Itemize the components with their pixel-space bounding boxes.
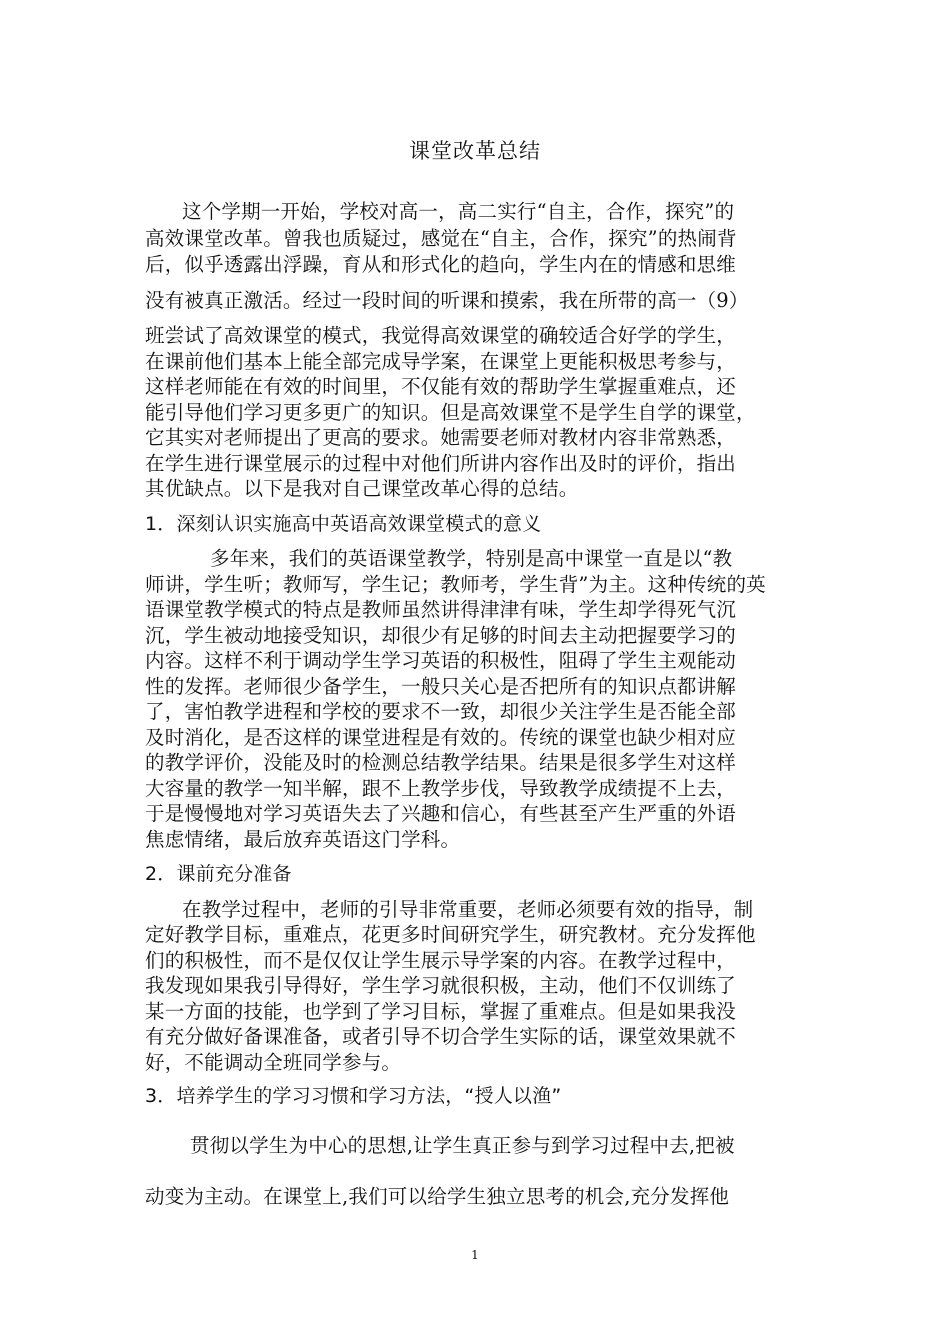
paragraph-line: 于是慢慢地对学习英语失去了兴趣和信心，有些甚至产生严重的外语 xyxy=(145,802,737,825)
paragraph-line: 好，不能调动全班同学参与。 xyxy=(145,1051,402,1074)
section-heading-3: 3．培养学生的学习习惯和学习方法，“授人以渔” xyxy=(145,1085,562,1107)
paragraph-line: 我发现如果我引导得好，学生学习就很积极，主动，他们不仅训练了 xyxy=(145,974,737,997)
paragraph-line: 能引导他们学习更多更广的知识。但是高效课堂不是学生自学的课堂， xyxy=(145,401,756,424)
page-number: 1 xyxy=(471,1248,479,1262)
paragraph-line: 其优缺点。以下是我对自己课堂改革心得的总结。 xyxy=(145,477,579,500)
paragraph-line: 的教学评价，没能及时的检测总结教学结果。结果是很多学生对这样 xyxy=(145,751,737,774)
document-title: 课堂改革总结 xyxy=(409,139,541,163)
paragraph-line: 有充分做好备课准备，或者引导不切合学生实际的话，课堂效果就不 xyxy=(145,1025,737,1048)
paragraph-line: 班尝试了高效课堂的模式，我觉得高效课堂的确较适合好学的学生， xyxy=(145,324,737,347)
paragraph-line: 某一方面的技能，也学到了学习目标，掌握了重难点。但是如果我没 xyxy=(145,1000,737,1023)
paragraph-line: 语课堂教学模式的特点是教师虽然讲得津津有味，学生却学得死气沉 xyxy=(145,598,737,621)
paragraph-line: 没有被真正激活。经过一段时间的听课和摸索，我在所带的高一（9） xyxy=(145,289,749,312)
paragraph-line: 沉，学生被动地接受知识，却很少有足够的时间去主动把握要学习的 xyxy=(145,624,737,647)
paragraph-line: 们的积极性，而不是仅仅让学生展示导学案的内容。在教学过程中， xyxy=(145,949,737,972)
paragraph-line: 了，害怕教学进程和学校的要求不一致，却很少关注学生是否能全部 xyxy=(145,700,737,723)
paragraph-line: 高效课堂改革。曾我也质疑过，感觉在“自主，合作，探究”的热闹背 xyxy=(145,227,737,250)
paragraph-line: 焦虑情绪，最后放弃英语这门学科。 xyxy=(145,828,461,851)
paragraph-line: 多年来，我们的英语课堂教学，特别是高中课堂一直是以“教 xyxy=(210,547,733,570)
paragraph-line: 动变为主动。在课堂上,我们可以给学生独立思考的机会,充分发挥他 xyxy=(145,1185,730,1208)
section-heading-2: 2．课前充分准备 xyxy=(145,863,292,885)
section-heading-1: 1．深刻认识实施高中英语高效课堂模式的意义 xyxy=(145,513,542,535)
paragraph-line: 在课前他们基本上能全部完成导学案，在课堂上更能积极思考参与， xyxy=(145,350,737,373)
paragraph-line: 在学生进行课堂展示的过程中对他们所讲内容作出及时的评价，指出 xyxy=(145,452,737,475)
paragraph-line: 及时消化，是否这样的课堂进程是有效的。传统的课堂也缺少相对应 xyxy=(145,726,737,749)
paragraph-line: 内容。这样不利于调动学生学习英语的积极性，阻碍了学生主观能动 xyxy=(145,649,737,672)
paragraph-line: 它其实对老师提出了更高的要求。她需要老师对教材内容非常熟悉， xyxy=(145,426,737,449)
paragraph-line: 贯彻以学生为中心的思想,让学生真正参与到学习过程中去,把被 xyxy=(190,1134,735,1157)
paragraph-line: 这个学期一开始，学校对高一，高二实行“自主，合作，探究”的 xyxy=(182,200,735,223)
paragraph-line: 大容量的教学一知半解，跟不上教学步伐，导致教学成绩提不上去， xyxy=(145,777,737,800)
paragraph-line: 这样老师能在有效的时间里，不仅能有效的帮助学生掌握重难点，还 xyxy=(145,375,737,398)
paragraph-line: 后，似乎透露出浮躁，育从和形式化的趋向，学生内在的情感和思维 xyxy=(145,253,737,276)
paragraph-line: 在教学过程中，老师的引导非常重要，老师必须要有效的指导，制 xyxy=(182,898,754,921)
paragraph-line: 师讲，学生听；教师写，学生记；教师考，学生背”为主。这种传统的英 xyxy=(145,573,766,596)
paragraph-line: 定好教学目标，重难点，花更多时间研究学生，研究教材。充分发挥他 xyxy=(145,923,756,946)
paragraph-line: 性的发挥。老师很少备学生，一般只关心是否把所有的知识点都讲解 xyxy=(145,675,737,698)
